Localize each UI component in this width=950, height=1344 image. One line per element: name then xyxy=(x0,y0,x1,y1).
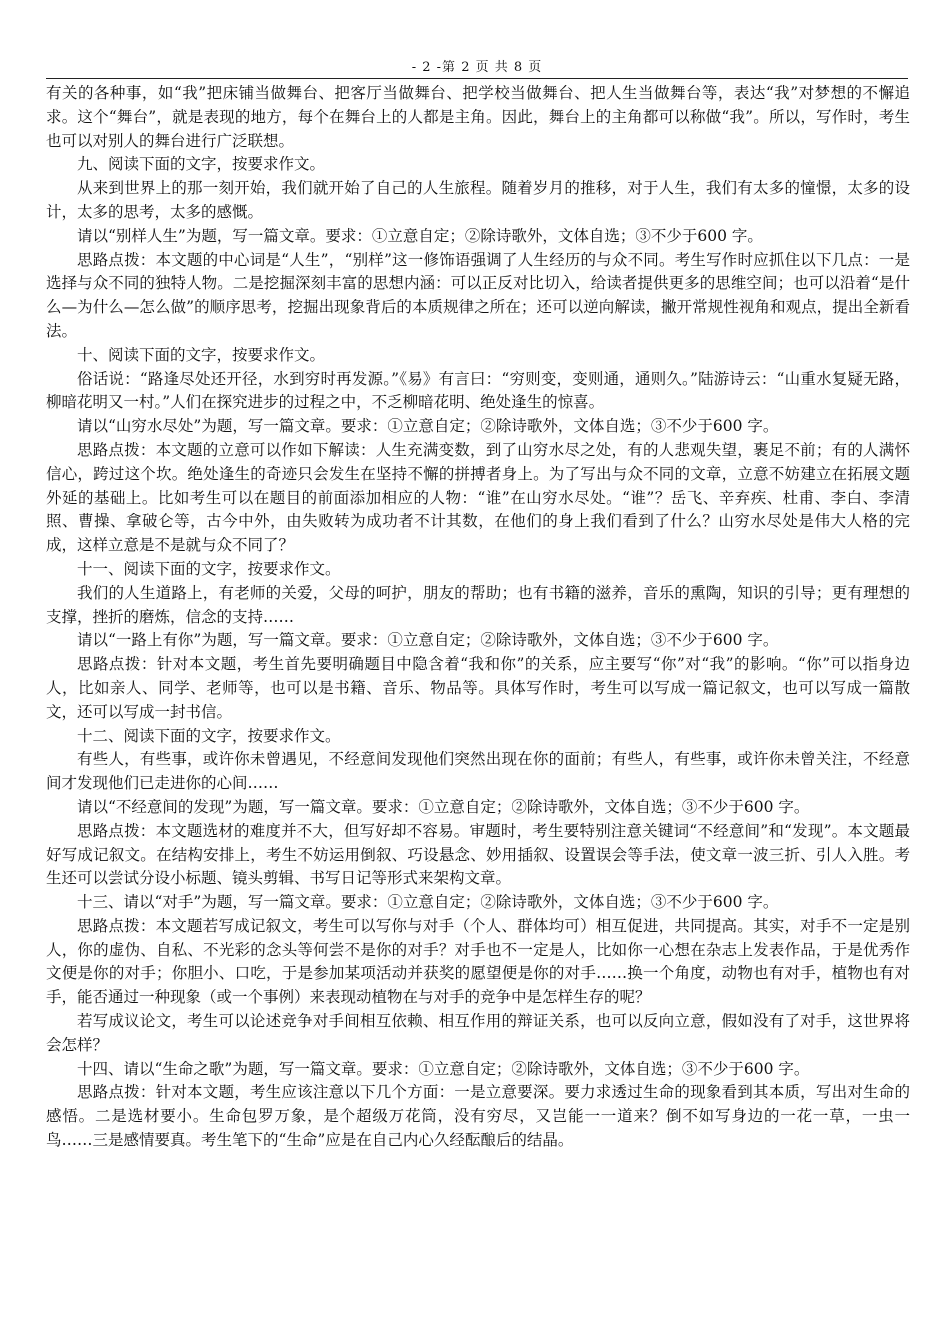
paragraph: 有些人，有些事，或许你未曾遇见，不经意间发现他们突然出现在你的面前；有些人，有些事，或许你未曾关注，不经意间才发现他们已走进你的心间…… xyxy=(46,750,910,793)
prompt-paragraph: 请以“一路上有你”为题，写一篇文章。要求：①立意自定；②除诗歌外，文体自选；③不少于600 字。 xyxy=(77,631,779,650)
hint-paragraph: 思路点拨：本文题的中心词是“人生”，“别样”这一修饰语强调了人生经历的与众不同。考生写作时应抓住以下几点：一是选择与众不同的独特人物。二是挖掘深刻丰富的思想内涵：可以正反对比切入，给读者提供更多的思维空间；也可以沿着“是什么—为什么—怎么做”的顺序思考，挖掘出现象背后的本质规律之所在；还可以逆向解读，撇开常规性视角和观点，提出全新看法。 xyxy=(46,250,910,340)
page-number: - 2 -第 2 页 共 8 页 xyxy=(411,60,543,75)
heading-thirteen: 十三、请以“对手”为题，写一篇文章。要求：①立意自定；②除诗歌外，文体自选；③不少于600 字。 xyxy=(77,893,779,912)
hint-paragraph: 思路点拨：本文题选材的难度并不大，但写好却不容易。审题时，考生要特别注意关键词“不经意间”和“发现”。本文题最好写成记叙文。在结构安排上，考生不妨运用倒叙、巧设悬念、妙用插叙、设置误会等手法，使文章一波三折、引人入胜。考生还可以尝试分设小标题、镜头剪辑、书写日记等形式来架构文章。 xyxy=(46,821,910,888)
paragraph: 若写成议论文，考生可以论述竞争对手间相互依赖、相互作用的辩证关系，也可以反向立意，假如没有了对手，这世界将会怎样？ xyxy=(46,1012,910,1054)
heading-twelve: 十二、阅读下面的文字，按要求作文。 xyxy=(77,726,341,745)
paragraph: 从来到世界上的那一刻开始，我们就开始了自己的人生旅程。随着岁月的推移，对于人生，我们有太多的憧憬，太多的设计，太多的思考，太多的感慨。 xyxy=(46,179,910,221)
page-header xyxy=(46,60,908,79)
heading-fourteen: 十四、请以“生命之歌”为题，写一篇文章。要求：①立意自定；②除诗歌外，文体自选；③不少于600 字。 xyxy=(77,1059,810,1078)
paragraph: 有关的各种事，如“我”把床铺当做舞台、把客厅当做舞台、把学校当做舞台、把人生当做舞台等，表达“我”对梦想的不懈追求。这个“舞台”，就是表现的地方，每个在舞台上的人都是主角。因此，舞台上的主角都可以称做“我”。所以，写作时，考生也可以对别人的舞台进行广泛联想。 xyxy=(46,84,910,150)
prompt-paragraph: 请以“不经意间的发现”为题，写一篇文章。要求：①立意自定；②除诗歌外，文体自选；③不少于600 字。 xyxy=(77,797,810,816)
hint-paragraph: 思路点拨：本文题若写成记叙文，考生可以写你与对手（个人、群体均可）相互促进，共同提高。其实，对手不一定是别人，你的虚伪、自私、不光彩的念头等何尝不是你的对手？对手也不一定是人，比如你一心想在杂志上发表作品，于是优秀作文便是你的对手；你胆小、口吃，于是参加某项活动并获奖的愿望便是你的对手……换一个角度，动物也有对手，植物也有对手，能否通过一种现象（或一个事例）来表现动植物在与对手的竞争中是怎样生存的呢？ xyxy=(46,916,910,1007)
prompt-paragraph: 请以“山穷水尽处”为题，写一篇文章。要求：①立意自定；②除诗歌外，文体自选；③不少于600 字。 xyxy=(77,417,779,436)
paragraph: 俗话说：“路逢尽处还开径，水到穷时再发源。”《易》有言曰：“穷则变，变则通，通则久。”陆游诗云：“山重水复疑无路，柳暗花明又一村。”人们在探究进步的过程之中，不乏柳暗花明、绝处逢生的惊喜。 xyxy=(46,369,910,412)
heading-ten: 十、阅读下面的文字，按要求作文。 xyxy=(77,345,326,364)
hint-paragraph: 思路点拨：针对本文题，考生应该注意以下几个方面：一是立意要深。要力求透过生命的现象看到其本质，写出对生命的感悟。二是选材要小。生命包罗万象，是个超级万花筒，没有穷尽，又岂能一一道来？倒不如写身边的一花一草，一虫一鸟……三是感情要真。考生笔下的“生命”应是在自己内心久经酝酿后的结晶。 xyxy=(46,1083,910,1150)
hint-paragraph: 思路点拨：本文题的立意可以作如下解读：人生充满变数，到了山穷水尽之处，有的人悲观失望，裹足不前；有的人满怀信心，跨过这个坎。绝处逢生的奇迹只会发生在坚持不懈的拼搏者身上。为了写出与众不同的文章，立意不妨建立在拓展文题外延的基础上。比如考生可以在题目的前面添加相应的人物：“谁”在山穷水尽处。“谁”？岳飞、辛弃疾、杜甫、李白、李清照、曹操、拿破仑等，古今中外，由失败转为成功者不计其数，在他们的身上我们看到了什么？山穷水尽处是伟大人格的完成，这样立意是不是就与众不同了？ xyxy=(46,440,910,555)
heading-nine: 九、阅读下面的文字，按要求作文。 xyxy=(77,155,326,174)
hint-paragraph: 思路点拨：针对本文题，考生首先要明确题目中隐含着“我和你”的关系，应主要写“你”对“我”的影响。“你”可以指身边人，比如亲人、同学、老师等，也可以是书籍、音乐、物品等。具体写作时，考生可以写成一篇记叙文，也可以写成一篇散文，还可以写成一封书信。 xyxy=(46,655,910,721)
prompt-paragraph: 请以“别样人生”为题，写一篇文章。要求：①立意自定；②除诗歌外，文体自选；③不少于600 字。 xyxy=(77,226,763,245)
document-body xyxy=(46,82,910,1153)
heading-eleven: 十一、阅读下面的文字，按要求作文。 xyxy=(77,559,341,578)
paragraph: 我们的人生道路上，有老师的关爱，父母的呵护，朋友的帮助；也有书籍的滋养，音乐的熏陶，知识的引导；更有理想的支撑，挫折的磨炼，信念的支持…… xyxy=(46,583,910,626)
